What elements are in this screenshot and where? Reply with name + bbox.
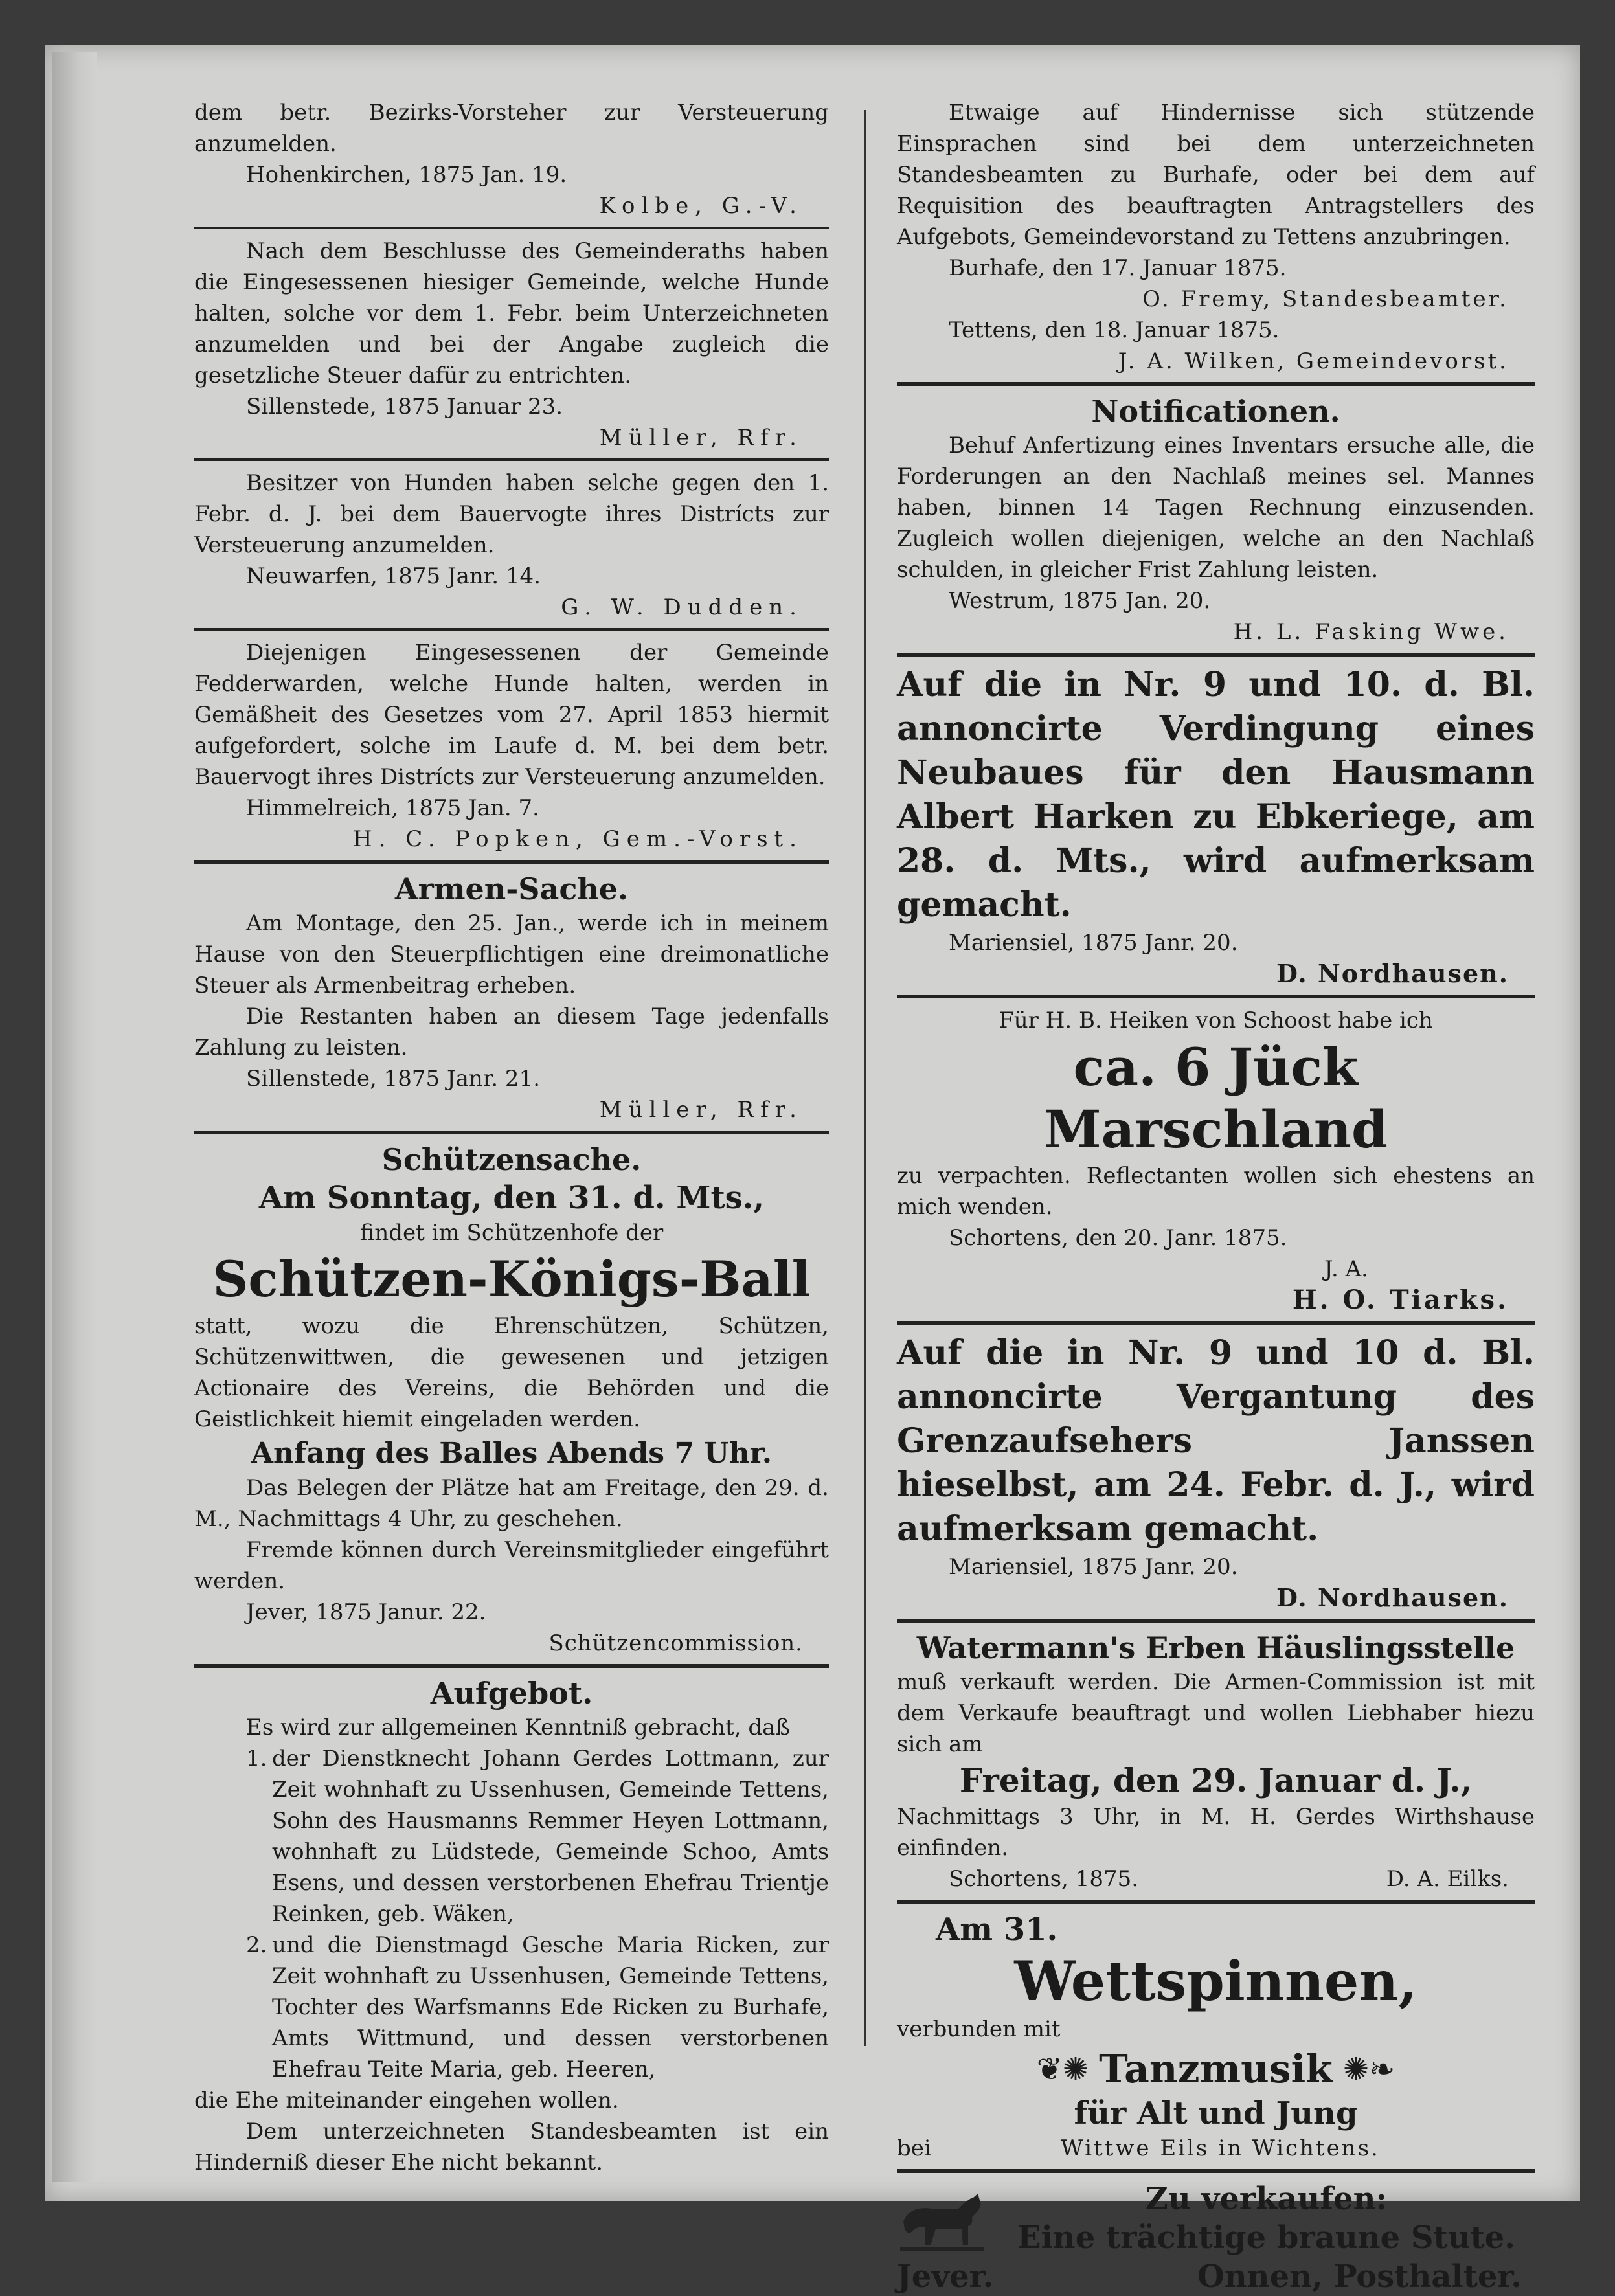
notice-headline: Auf die in Nr. 9 und 10. d. Bl. annoncirte Verdingung eines Neubaues für den Hausmann Albert Harken zu Ebkeriege, am 28. d. Mts., wird aufmerksam gemacht. <box>897 665 1535 925</box>
divider <box>897 995 1535 998</box>
divider <box>897 1619 1535 1623</box>
notice-title: Schützensache. <box>381 1142 642 1177</box>
notice-headline: ca. 6 Jück Marschland <box>1044 1037 1388 1160</box>
event-date: Am Sonntag, den 31. d. Mts., <box>258 1180 765 1216</box>
divider <box>194 860 829 864</box>
notice-place-date: Sillenstede, 1875 Janr. 21. <box>246 1066 541 1092</box>
notice-place-date: Schortens, den 20. Janr. 1875. <box>949 1225 1287 1251</box>
event-start: Anfang des Balles Abends 7 Uhr. <box>251 1437 773 1470</box>
notice-place-date: Himmelreich, 1875 Jan. 7. <box>246 795 539 821</box>
ornament-left-icon: ❦✺ <box>1036 2051 1089 2088</box>
list-item <box>246 1930 829 2085</box>
host-prefix: bei <box>897 2135 931 2161</box>
notice-text: statt, wozu die Ehrenschützen, Schützen, Schützenwittwen, die gewesenen und jetzigen Actionaire des Vereins, die Behörden und die Geistlichkeit hiemit eingeladen werden. <box>194 1313 829 1432</box>
notice-title: Notificationen. <box>1091 394 1340 429</box>
notice-signature: J. A. Wilken, Gemeindevorst. <box>1118 348 1509 374</box>
notice-text: muß verkauft werden. Die Armen-Commission ist mit dem Verkaufe beauftragt und wollen Liebhaber hiezu sich am <box>897 1669 1535 1757</box>
notice-text: Dem unterzeichneten Standesbeamten ist ein Hinderniß dieser Ehe nicht bekannt. <box>194 2119 829 2176</box>
event-title: Schützen-Königs-Ball <box>212 1250 811 1308</box>
list-text: und die Dienstmagd Gesche Maria Ricken, zur Zeit wohnhaft zu Ussenhusen, Gemeinde Tettens, Tochter des Warfsmanns Ede Ricken zu Burhafe, Amts Wittmund, und dessen verstorbenen Ehefrau Teite Maria, geb. Heeren, <box>272 1932 829 2082</box>
notice-place-date: Mariensiel, 1875 Janr. 20. <box>949 930 1238 956</box>
notice-title: Armen-Sache. <box>394 872 629 906</box>
divider <box>194 1131 829 1134</box>
notice-notificationen <box>897 392 1535 647</box>
notice-place-date: Tettens, den 18. Januar 1875. <box>949 317 1280 343</box>
notice-title: Zu verkaufen: <box>1145 2181 1388 2217</box>
right-column <box>897 97 1535 2296</box>
notice-ia: J. A. <box>1324 1256 1368 1282</box>
ornament-right-icon: ✺❧ <box>1342 2051 1395 2088</box>
notice-wettspinnen <box>897 1910 1535 2164</box>
notice-marschland <box>897 1005 1535 1316</box>
notice-headline: Auf die in Nr. 9 und 10 d. Bl. annoncirte Vergantung des Grenzaufsehers Janssen hieselbst, am 24. Febr. d. J., wird aufmerksam gemacht. <box>897 1333 1535 1549</box>
notice-signature: H. O. Tiarks. <box>1292 1285 1509 1315</box>
notice-signature: D. A. Eilks. <box>1386 1866 1509 1892</box>
notice-verdingung <box>897 663 1535 989</box>
divider <box>897 1321 1535 1325</box>
event-host: Wittwe Eils in Wichtens. <box>1060 2135 1380 2161</box>
notice-signature: Müller, Rfr. <box>599 425 803 451</box>
list-text: der Dienstknecht Johann Gerdes Lottmann, zur Zeit wohnhaft zu Ussenhusen, Gemeinde Tettens, Sohn des Hausmanns Remmer Heyen Lottmann, wohnhaft zu Lüdstede, Gemeinde Schoo, Amts Esens, und dessen verstorbenen Ehefrau Trientje Reinken, geb. Wäken, <box>272 1746 829 1927</box>
list-item <box>246 1743 829 1930</box>
notice-signature: Müller, Rfr. <box>599 1097 803 1123</box>
notice-schuetzensache <box>194 1141 829 1659</box>
notice-text: Das Belegen der Plätze hat am Freitage, den 29. d. M., Nachmittags 4 Uhr, zu geschehen. <box>194 1475 829 1532</box>
event-date: Am 31. <box>936 1911 1058 1948</box>
notice-text: Am Montage, den 25. Jan., werde ich in meinem Hause von den Steuerpflichtigen eine dreimonatliche Steuer als Armenbeitrag erheben. <box>194 910 829 998</box>
notice-place-date: Hohenkirchen, 1875 Jan. 19. <box>246 162 567 188</box>
notice-text: verbunden mit <box>897 2016 1061 2042</box>
notice-title: Watermann's Erben Häuslingsstelle <box>916 1630 1515 1665</box>
divider <box>897 2169 1535 2173</box>
notice-sillenstede-dogs <box>194 236 829 453</box>
notice-signature: Schützencommission. <box>548 1630 803 1656</box>
notice-place-date: Burhafe, den 17. Januar 1875. <box>949 255 1287 281</box>
notice-text: die Ehe miteinander eingehen wollen. <box>194 2088 619 2113</box>
notice-text: Behuf Anfertizung eines Inventars ersuche alle, die Forderungen an den Nachlaß meines sel. Mannes haben, binnen 14 Tagen Rechnung einzusenden. Zugleich wollen diejenigen, welche an den Nachlaß schulden, in gleicher Frist Zahlung leisten. <box>897 433 1535 583</box>
notice-aufgebot <box>194 1674 829 2178</box>
horse-icon <box>897 2186 988 2257</box>
list-number: 1. <box>246 1746 267 1772</box>
notice-haeuslingsstelle <box>897 1629 1535 1895</box>
notice-text: Die Restanten haben an diesem Tage jedenfalls Zahlung zu leisten. <box>194 1004 829 1061</box>
tanzmusik-banner <box>897 2045 1535 2094</box>
notice-signature: D. Nordhausen. <box>1276 959 1509 988</box>
notice-fedderwarden <box>194 637 829 855</box>
event-host-line <box>897 2133 1535 2164</box>
notice-place-date: Sillenstede, 1875 Januar 23. <box>246 394 563 420</box>
divider <box>194 628 829 631</box>
divider <box>194 227 829 229</box>
notice-place-date: Jever, 1875 Janur. 22. <box>246 1599 486 1625</box>
notice-signature: D. Nordhausen. <box>1276 1583 1509 1612</box>
event-audience: für Alt und Jung <box>1074 2095 1358 2132</box>
divider <box>897 1900 1535 1904</box>
tanzmusik-title: Tanzmusik <box>1099 2047 1333 2092</box>
notice-text: Nachmittags 3 Uhr, in M. H. Gerdes Wirthshause einfinden. <box>897 1804 1535 1861</box>
notice-text: Fremde können durch Vereinsmitglieder eingeführt werden. <box>194 1537 829 1594</box>
notice-einsprachen <box>897 97 1535 377</box>
notice-place-date: Westrum, 1875 Jan. 20. <box>949 588 1211 614</box>
notice-text: Es wird zur allgemeinen Kenntniß gebracht, daß <box>246 1715 791 1740</box>
notice-text: dem betr. Bezirks-Vorsteher zur Versteuerung anzumelden. <box>194 100 829 157</box>
notice-vergantung <box>897 1331 1535 1614</box>
divider <box>194 1664 829 1668</box>
event-title: Wettspinnen, <box>1014 1949 1417 2013</box>
divider <box>194 458 829 461</box>
divider <box>897 653 1535 657</box>
list-number: 2. <box>246 1932 267 1958</box>
notice-title: Aufgebot. <box>430 1676 593 1711</box>
notice-text: Nach dem Beschlusse des Gemeinderaths haben die Eingesessenen hiesiger Gemeinde, welche Hunde halten, solche vor dem 1. Febr. beim Unterzeichneten anzumelden und bei der Angabe zugleich die gesetzliche Steuer dafür zu entrichten. <box>194 238 829 388</box>
notice-signature: H. L. Fasking Wwe. <box>1233 619 1509 645</box>
notice-headline: Freitag, den 29. Januar d. J., <box>959 1761 1473 1799</box>
column-divider <box>864 110 866 2046</box>
notice-footer <box>897 1863 1535 1895</box>
notice-signature: O. Fremy, Standesbeamter. <box>1142 286 1509 312</box>
left-column <box>194 97 829 2178</box>
notice-place-date: Schortens, 1875. <box>949 1866 1139 1892</box>
notice-signature: H. C. Popken, Gem.-Vorst. <box>352 826 803 852</box>
notice-armen-sache <box>194 870 829 1125</box>
notice-place: Jever. <box>897 2258 994 2295</box>
stute-text <box>998 2179 1535 2257</box>
notice-signature: Onnen, Posthalter. <box>1197 2258 1522 2295</box>
page-gutter <box>52 52 97 2182</box>
stute-footer <box>897 2257 1535 2296</box>
notice-text: Diejenigen Eingesessenen der Gemeinde Fedderwarden, welche Hunde halten, werden in Gemäßheit des Gesetzes vom 27. April 1853 hiermit aufgefordert, solche im Laufe d. M. bei dem betr. Bauervogt ihres Distrícts zur Versteuerung anzumelden. <box>194 640 829 790</box>
notice-place-date: Neuwarfen, 1875 Janr. 14. <box>246 563 541 589</box>
notice-place-date: Mariensiel, 1875 Janr. 20. <box>949 1554 1238 1580</box>
notice-hohenkirchen <box>194 97 829 221</box>
divider <box>897 382 1535 386</box>
notice-text: Für H. B. Heiken von Schoost habe ich <box>999 1007 1433 1033</box>
notice-signature: G. W. Dudden. <box>561 594 803 620</box>
notice-neuwarfen <box>194 467 829 623</box>
notice-text: findet im Schützenhofe der <box>359 1220 664 1246</box>
notice-signature: Kolbe, G.-V. <box>599 193 803 219</box>
stute-top <box>897 2179 1535 2257</box>
notice-text: Etwaige auf Hindernisse sich stützende Einsprachen sind bei dem unterzeichneten Standesbeamten zu Burhafe, oder bei dem auf Requisition des beauftragten Antragstellers des Aufgebots, Gemeindevorstand zu Tettens anzubringen. <box>897 100 1535 250</box>
notice-text: zu verpachten. Reflectanten wollen sich ehestens an mich wenden. <box>897 1163 1535 1220</box>
notice-stute <box>897 2179 1535 2296</box>
notice-list <box>194 1743 829 2085</box>
notice-headline: Eine trächtige braune Stute. <box>1017 2220 1516 2256</box>
notice-text: Besitzer von Hunden haben selche gegen den 1. Febr. d. J. bei dem Bauervogte ihres Distrícts zur Versteuerung anzumelden. <box>194 470 829 558</box>
